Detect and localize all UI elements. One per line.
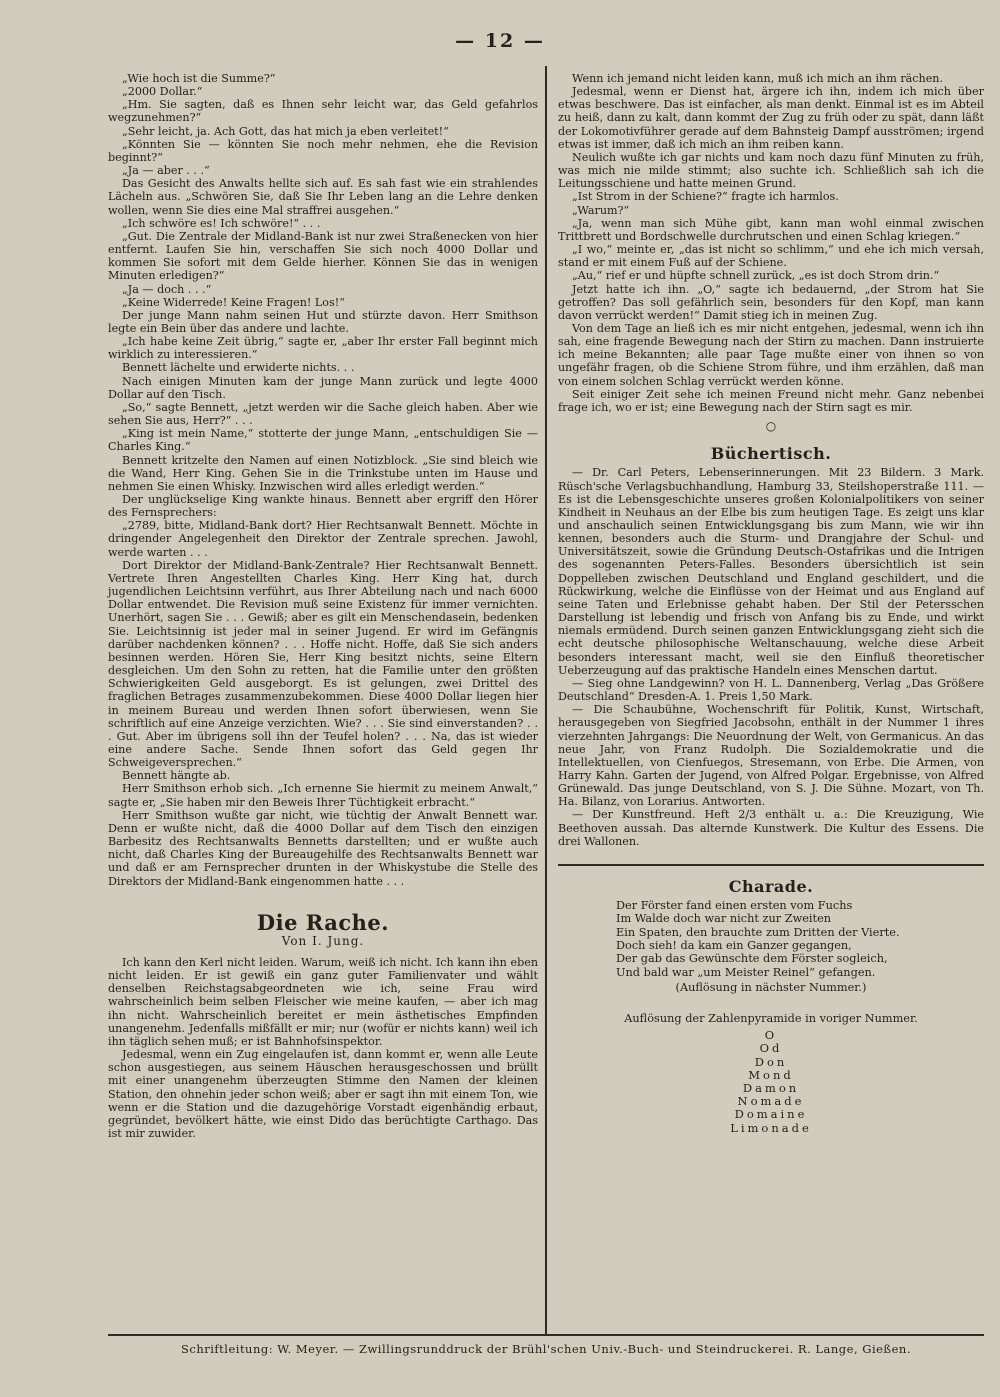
paragraph: „Wie hoch ist die Summe?“	[122, 72, 276, 85]
poem-line: Der gab das Gewünschte dem Förster sogleich,	[616, 952, 888, 966]
paragraph: Das Gesicht des Anwalts hellte sich auf. Es sah fast wie ein strahlendes Lächeln aus. „Schwören Sie, daß Sie Ihr Leben lang an die Lehre denken wollen, wenn Sie dies eine Mal straffrei ausgehen.“	[108, 177, 538, 217]
word-pyramid	[558, 1029, 984, 1135]
solution-title: Auflösung der Zahlenpyramide in voriger Nummer.	[624, 1012, 918, 1025]
paragraph: „Gut. Die Zentrale der Midland-Bank ist nur zwei Straßenecken von hier entfernt. Laufen Sie hin, verschaffen Sie sich noch 4000 Dollar und kommen Sie sofort mit dem Gelde hierher. Können Sie das in wenigen Minuten erledigen?“	[108, 229, 538, 283]
paragraph: „Sehr leicht, ja. Ach Gott, das hat mich ja eben verleitet!“	[122, 124, 449, 138]
paragraph: Herr Smithson wußte gar nicht, wie tüchtig der Anwalt Bennett war. Denn er wußte nicht, daß die 4000 Dollar auf dem Tisch den einzigen Barbesitz des Rechtsanwalts Bennetts darstellten; und er wußte auch nicht, daß Charles King der Bureaugehilfe des Rechtsanwalts Bennett war und daß er am Fernsprecher drunten in der Whiskystube die Stelle des Direktors der Midland-Bank eingenommen hatte . . .	[108, 808, 538, 888]
pyramid-row: Limonade	[730, 1120, 812, 1135]
paragraph: Seit einiger Zeit sehe ich meinen Freund nicht mehr. Ganz nebenbei frage ich, wo er ist; eine Bewegung nach der Stirn sagt es mir.	[558, 387, 984, 414]
page-number: — 12 —	[455, 30, 545, 52]
paragraph: „Ich habe keine Zeit übrig,“ sagte er, „aber Ihr erster Fall beginnt mich wirklich zu interessieren.“	[108, 335, 538, 362]
paragraph: Der junge Mann nahm seinen Hut und stürzte davon. Herr Smithson legte ein Bein über das andere und lachte.	[108, 308, 538, 335]
section-rule	[558, 864, 984, 866]
books-title: Büchertisch.	[710, 444, 832, 464]
paragraph: „Keine Widerrede! Keine Fragen! Los!“	[122, 295, 345, 309]
story-author: Von I. Jung.	[281, 933, 365, 948]
pyramid-row: Domaine	[734, 1107, 808, 1122]
pyramid-row: Damon	[742, 1080, 800, 1095]
paragraph: Bennett lächelte und erwiderte nichts. . .	[122, 361, 355, 375]
poem-line: Der Förster fand einen ersten vom Fuchs	[616, 899, 853, 913]
book-review: — Sieg ohne Landgewinn? von H. L. Dannenberg, Verlag „Das Größere Deutschland“ Dresden-A. 1. Preis 1,50 Mark.	[558, 676, 984, 704]
paragraph: Nach einigen Minuten kam der junge Mann zurück und legte 4000 Dollar auf den Tisch.	[108, 374, 538, 401]
footer-rule	[108, 1334, 984, 1336]
pyramid-row: Don	[754, 1054, 788, 1069]
paragraph: „Hm. Sie sagten, daß es Ihnen sehr leicht war, das Geld gefahrlos wegzunehmen?“	[108, 98, 538, 125]
paragraph: Jetzt hatte ich ihn. „O,“ sagte ich bedauernd, „der Strom hat Sie getroffen? Das soll gefährlich sein, besonders für den Kopf, man kann davon verrückt werden!“ Damit stieg ich in meinen Zug.	[558, 282, 984, 322]
book-reviews	[558, 466, 984, 848]
charade-note: (Auflösung in nächster Nummer.)	[675, 980, 867, 994]
book-review: — Der Kunstfreund. Heft 2/3 enthält u. a.: Die Kreuzigung, Wie Beethoven aussah. Das alternde Kunstwerk. Die Kultur des Essens. Die drei Wallonen.	[558, 808, 984, 848]
paragraph: Wenn ich jemand nicht leiden kann, muß ich mich an ihm rächen.	[572, 72, 944, 85]
column-divider	[545, 66, 547, 1334]
paragraph: Jedesmal, wenn er Dienst hat, ärgere ich ihn, indem ich mich über etwas beschwere. Das ist einfacher, als man denkt. Einmal ist es im Abteil zu heiß, dann zu kalt, dann kommt der Zug zu früh oder zu spät, dann läßt der Lokomotivführer gerade auf dem Bahnsteig Dampf ausströmen; irgend etwas ist immer, daß ich mich an ihm reiben kann.	[558, 85, 984, 151]
paragraph: „So,“ sagte Bennett, „jetzt werden wir die Sache gleich haben. Aber wie sehen Sie aus, Herr?“ . . .	[108, 400, 538, 428]
paragraph: Ich kann den Kerl nicht leiden. Warum, weiß ich nicht. Ich kann ihn eben nicht leiden. Er ist gewiß ein ganz guter Familienvater und wählt denselben Reichstagsabgeordneten wie ich, seine Frau wird wahrscheinlich beim selben Fleischer wie meine kaufen, — aber ich mag ihn nicht. Wahrscheinlich bereitet er mein ästhetisches Empfinden unangenehm. Jedenfalls mißfällt er mir; nur (wofür er nichts kann) weil ich ihn täglich sehen muß; er ist Bahnhofsinspektor.	[108, 956, 538, 1048]
paragraph: „Ich schwöre es! Ich schwöre!“ . . .	[122, 216, 321, 230]
paragraph: Der unglückselige King wankte hinaus. Bennett aber ergriff den Hörer des Fernsprechers:	[108, 493, 538, 520]
pyramid-row: O	[764, 1028, 778, 1043]
ornament: ○	[765, 419, 777, 434]
story-text-continued	[558, 72, 984, 414]
charade-title: Charade.	[728, 876, 814, 896]
paragraph: „Ja, wenn man sich Mühe gibt, kann man wohl einmal zwischen Trittbrett und Bordschwelle durchrutschen und einen Schlag kriegen.“	[558, 216, 984, 243]
paragraph: Bennett kritzelte den Namen auf einen Notizblock. „Sie sind bleich wie die Wand, Herr King. Gehen Sie in die Trinkstube unten im Hause und nehmen Sie einen Whisky. Inzwischen wird alles erledigt werden.“	[108, 453, 538, 493]
paragraph: Herr Smithson erhob sich. „Ich ernenne Sie hiermit zu meinem Anwalt,“ sagte er, „Sie haben mir den Beweis Ihrer Tüchtigkeit erbracht.“	[108, 782, 538, 809]
book-review: — Dr. Carl Peters, Lebenserinnerungen. Mit 23 Bildern. 3 Mark. Rüsch'sche Verlagsbuchhandlung, Hamburg 33, Steilshoperstraße 111. — Es ist die Lebensgeschichte unseres großen Kolonialpolitikers von seiner Kindheit in Neuhaus an der Elbe bis zum heutigen Tage. Es zeigt uns klar und anschaulich seinen Entwicklungsgang bis zum Mann, wie wir ihn kennen, besonders auch die Sturm- und Drangjahre der Schul- und Universitätszeit, sowie die Gründung Deutsch-Ostafrikas und die Intrigen des sogenannten Peters-Falles. Besonders übersichtlich ist sein Doppelleben zwischen Deutschland und England geschildert, und die Rückwirkung, welche die Einflüsse von der Heimat und aus England auf seine Taten und Erlebnisse gehabt haben. Der Stil der Petersschen Darstellung ist lebendig und frisch von Anfang bis zu Ende, und wirkt niemals ermüdend. Durch seinen ganzen Entwicklungsgang zieht sich die echt deutsche philosophische Weltanschauung, welche diese Arbeit besonders interessant macht, weil sie den Einfluß theoretischer Ueberzeugung auf das praktische Handeln eines Menschen dartut.	[558, 466, 984, 677]
paragraph: „Au,“ rief er und hüpfte schnell zurück, „es ist doch Strom drin.“	[572, 269, 940, 283]
imprint: Schriftleitung: W. Meyer. — Zwillingsrunddruck der Brühl'schen Univ.-Buch- und Steindruckerei. R. Lange, Gießen.	[181, 1342, 911, 1356]
story-continuation	[108, 72, 538, 888]
charade-poem	[616, 899, 984, 979]
paragraph: Bennett hängte ab.	[122, 769, 231, 783]
poem-line: Doch sieh! da kam ein Ganzer gegangen,	[616, 938, 852, 952]
paragraph: Jedesmal, wenn ein Zug eingelaufen ist, dann kommt er, wenn alle Leute schon ausgestiegen, aus seinem Häuschen herausgeschossen und brüllt mit einer unangenehm überzeugten Stimme den Namen der kleinen Station, den ohnehin jeder schon weiß; aber er sagt ihn mit einem Ton, wie wenn er die Station und die dazugehörige Vorstadt eigenhändig erbaut, gegründet, bevölkert hätte, wie einst Dido das berüchtigte Carthago. Das ist mir zuwider.	[108, 1048, 538, 1141]
paragraph: Von dem Tage an ließ ich es mir nicht entgehen, jedesmal, wenn ich ihn sah, eine fragende Bewegung nach der Stirn zu machen. Dann instruierte ich meine Bekannten; alle paar Tage mußte einer von ihnen so von ungefähr fragen, ob die Schiene Strom führe, und ihm erzählen, daß man von einem solchen Schlag verrückt werden könne.	[558, 321, 984, 388]
paragraph: „Ja — aber . . .“	[122, 164, 210, 178]
poem-line: Ein Spaten, den brauchte zum Dritten der Vierte.	[616, 925, 900, 939]
paragraph: „2789, bitte, Midland-Bank dort? Hier Rechtsanwalt Bennett. Möchte in dringender Angelegenheit den Direktor der Zentrale sprechen. Jawohl, werde warten . . .	[108, 519, 538, 559]
paragraph: Dort Direktor der Midland-Bank-Zentrale? Hier Rechtsanwalt Bennett. Vertrete Ihren Angestellten Charles King. Herr King hat, durch jugendlichen Leichtsinn verführt, aus Ihrer Abteilung nach und nach 6000 Dollar entwendet. Die Revision muß seine Existenz für immer vernichten. Unerhört, sagen Sie . . . Gewiß; aber es gilt ein Menschendasein, bedenken Sie. Leichtsinnig ist jeder mal in seiner Jugend. Er wird im Gefängnis darüber nachdenken können? . . . Hoffe nicht. Hoffe, daß Sie sich anders besinnen werden. Hören Sie, Herr King besitzt nichts, seine Eltern desgleichen. Um den Sohn zu retten, hat die Familie unter den größten Schwierigkeiten Geld ausgeborgt. Es ist gelungen, zwei Drittel des fraglichen Betrages zusammenzubekommen. Diese 4000 Dollar liegen hier in meinem Bureau und werden Ihnen sofort überwiesen, wenn Sie schriftlich auf eine Anzeige verzichten. Wie? . . . Sie sind einverstanden? . . . Gut. Aber im übrigens soll ihn der Teufel holen? . . . Na, das ist wieder eine andere Sache. Sende Ihnen sofort das Geld gegen Ihr Schweigeversprechen.“	[108, 558, 538, 770]
pyramid-row: Nomade	[737, 1094, 805, 1109]
paragraph: „I wo,“ meinte er, „das ist nicht so schlimm,“ und ehe ich mich versah, stand er mit einem Fuß auf der Schiene.	[558, 243, 984, 270]
paragraph: „Könnten Sie — könnten Sie noch mehr nehmen, ehe die Revision beginnt?“	[108, 137, 538, 164]
paragraph: „Warum?“	[572, 203, 630, 217]
story-title: Die Rache.	[256, 909, 390, 935]
poem-line: Im Walde doch war nicht zur Zweiten	[616, 912, 832, 926]
left-column	[108, 72, 538, 1140]
paragraph: „King ist mein Name,“ stotterte der junge Mann, „entschuldigen Sie — Charles King.“	[108, 427, 538, 454]
pyramid-row: Mond	[748, 1067, 794, 1082]
poem-line: Und bald war „um Meister Reinel“ gefangen.	[616, 965, 876, 979]
story-text	[108, 956, 538, 1140]
book-review: — Die Schaubühne, Wochenschrift für Politik, Kunst, Wirtschaft, herausgegeben von Siegfried Jacobsohn, enthält in der Nummer 1 ihres vierzehnten Jahrgangs: Die Neuordnung der Welt, von Germanicus. An das neue Jahr, von Franz Rudolph. Die Sozialdemokratie und die Intellektuellen, von Cienfuegos, Stresemann, von Erbe. Die Armen, von Harry Kahn. Garten der Jugend, von Alfred Polgar. Ergebnisse, von Alfred Grünewald. Das junge Deutschland, von S. J. Die Sühne. Mozart, von Th. Ha. Bilanz, von Lorarius. Antworten.	[558, 703, 984, 809]
paragraph: „Ist Strom in der Schiene?“ fragte ich harmlos.	[572, 190, 839, 204]
paragraph: Neulich wußte ich gar nichts und kam noch dazu fünf Minuten zu früh, was mich nie milde stimmt; also suchte ich. Schließlich sah ich die Leitungsschiene und hatte meinen Grund.	[558, 150, 984, 191]
right-column	[558, 72, 984, 1135]
paragraph: „2000 Dollar.“	[122, 85, 203, 99]
paragraph: „Ja — doch . . .“	[122, 282, 212, 296]
pyramid-row: Od	[759, 1041, 783, 1056]
